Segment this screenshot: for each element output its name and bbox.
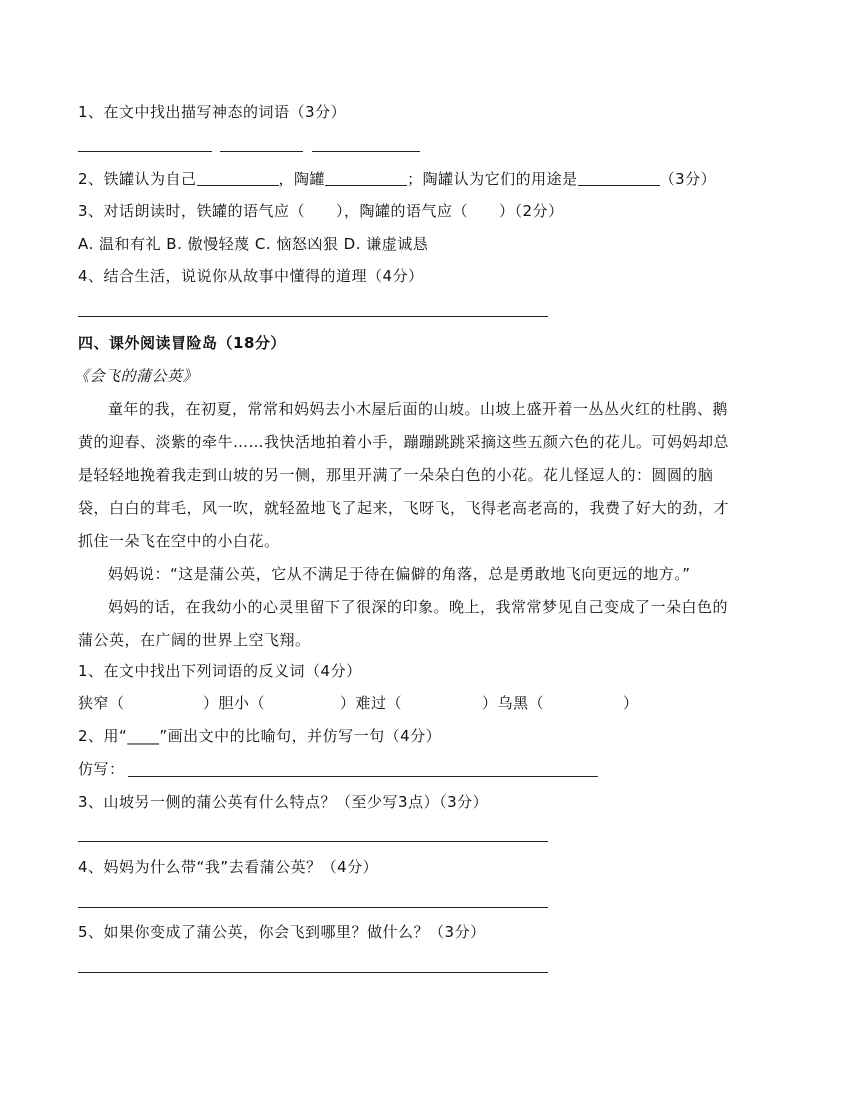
question-4-3: 3、山坡另一侧的蒲公英有什么特点？（至少写3点）（3分） bbox=[78, 793, 489, 811]
passage-line: 黄的迎春、淡紫的牵牛……我快活地拍着小手，蹦蹦跳跳采摘这些五颜六色的花儿。可妈妈却总 bbox=[78, 433, 730, 451]
antonym-word-3: ）难过（ bbox=[340, 694, 403, 712]
answer-blank-1[interactable] bbox=[78, 151, 212, 152]
question-3-2-part-b: ，陶罐 bbox=[278, 170, 326, 188]
passage-line: 蒲公英，在广阔的世界上空飞翔。 bbox=[78, 631, 311, 649]
question-3-4: 4、结合生活，说说你从故事中懂得的道理（4分） bbox=[78, 267, 424, 285]
passage-line: 是轻轻地挽着我走到山坡的另一侧，那里开满了一朵朵白色的小花。花儿怪逗人的：圆圆的脑 bbox=[78, 466, 714, 484]
passage-title: 《会飞的蒲公英》 bbox=[74, 367, 199, 385]
passage-line: 妈妈说：“这是蒲公英，它从不满足于待在偏僻的角落，总是勇敢地飞向更远的地方。” bbox=[108, 565, 691, 583]
imitation-answer-line[interactable] bbox=[128, 776, 598, 777]
passage-line: 袋，白白的茸毛，风一吹，就轻盈地飞了起来，飞呀飞，飞得老高老高的，我费了好大的劲，才 bbox=[78, 499, 730, 517]
question-3-1: 1、在文中找出描写神态的词语（3分） bbox=[78, 103, 347, 121]
answer-line-4-5[interactable] bbox=[78, 972, 548, 973]
passage-line: 抓住一朵飞在空中的小白花。 bbox=[78, 532, 280, 550]
question-3-2 bbox=[78, 168, 716, 190]
question-3-3: 3、对话朗读时，铁罐的语气应（ ），陶罐的语气应（ ）（2分） bbox=[78, 202, 564, 220]
antonym-word-1: 狭窄（ bbox=[78, 694, 125, 712]
answer-line-4-4[interactable] bbox=[78, 907, 548, 908]
passage-line: 妈妈的话，在我幼小的心灵里留下了很深的印象。晚上，我常常梦见自己变成了一朵白色的 bbox=[108, 598, 729, 616]
antonym-word-5: ） bbox=[623, 694, 639, 712]
section-heading: 四、课外阅读冒险岛（18分） bbox=[78, 334, 286, 352]
question-4-2: 2、用“____”画出文中的比喻句，并仿写一句（4分） bbox=[78, 727, 442, 745]
answer-line-3-4[interactable] bbox=[78, 316, 548, 317]
answer-blank-3[interactable] bbox=[312, 151, 420, 152]
antonym-word-4: ）乌黑（ bbox=[482, 694, 545, 712]
question-4-1: 1、在文中找出下列词语的反义词（4分） bbox=[78, 662, 362, 680]
question-3-2-part-a: 2、铁罐认为自己 bbox=[78, 170, 197, 188]
answer-blank-2[interactable] bbox=[220, 151, 303, 152]
answer-blank-iron-jar[interactable] bbox=[197, 169, 279, 186]
imitation-label: 仿写： bbox=[78, 760, 125, 778]
question-4-5: 5、如果你变成了蒲公英，你会飞到哪里？做什么？（3分） bbox=[78, 923, 486, 941]
answer-line-4-3[interactable] bbox=[78, 841, 548, 842]
passage-line: 童年的我，在初夏，常常和妈妈去小木屋后面的山坡。山坡上盛开着一丛丛火红的杜鹃、鹅 bbox=[108, 400, 729, 418]
antonym-word-2: ）胆小（ bbox=[203, 694, 266, 712]
question-4-4: 4、妈妈为什么带“我”去看蒲公英？（4分） bbox=[78, 858, 379, 876]
question-3-2-part-c: ；陶罐认为它们的用途是 bbox=[407, 170, 578, 188]
question-3-3-options: A. 温和有礼 B. 傲慢轻蔑 C. 恼怒凶狠 D. 谦虚诚恳 bbox=[78, 235, 429, 253]
answer-blank-pottery-jar[interactable] bbox=[325, 169, 407, 186]
question-3-2-part-d: （3分） bbox=[659, 170, 717, 188]
answer-blank-usage[interactable] bbox=[578, 169, 660, 186]
